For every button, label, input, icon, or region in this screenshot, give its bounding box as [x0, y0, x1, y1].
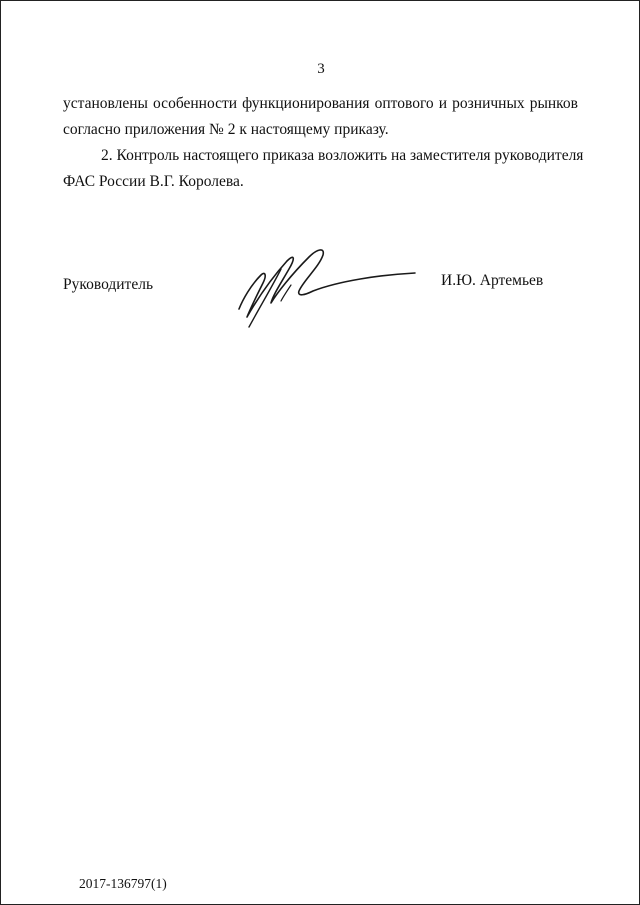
paragraph-line: согласно приложения № 2 к настоящему приказу.: [63, 121, 389, 138]
paragraph-line: ФАС России В.Г. Королева.: [63, 173, 244, 190]
signatory-name: И.Ю. Артемьев: [441, 272, 544, 289]
handwritten-signature: [229, 241, 419, 331]
paragraph-line: установлены особенности функционирования оптового и розничных рынков: [63, 95, 578, 112]
paragraph-line: 2. Контроль настоящего приказа возложить на заместителя руководителя: [101, 147, 584, 164]
page-number: 3: [317, 61, 325, 77]
signatory-title: Руководитель: [63, 276, 154, 293]
document-code: 2017-136797(1): [79, 876, 167, 891]
